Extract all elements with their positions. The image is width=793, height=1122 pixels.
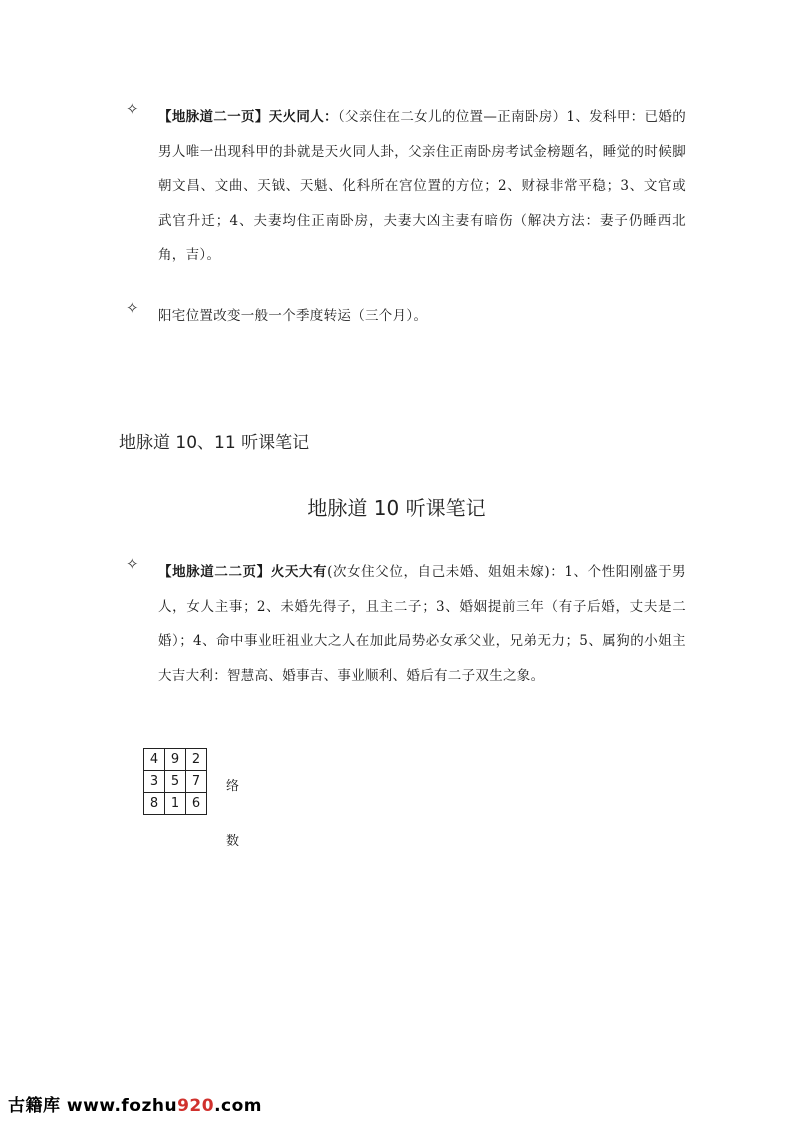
note-text-1: （父亲住在二女儿的位置—正南卧房）1、发科甲：已婚的男人唯一出现科甲的卦就是天火同人卦，父亲住正南卧房考试金榜题名，睡觉的时候脚朝文昌、文曲、天钺、天魁、化科所在宫位置的方位；2、财禄非常平稳；3、文官或武官升迁；4、夫妻均住正南卧房，夫妻大凶主妻有暗伤（解决方法：妻子仍睡西北角，吉）。 — [158, 109, 687, 263]
note-paragraph-2 — [158, 299, 686, 334]
footer-watermark — [8, 1091, 262, 1116]
note-paragraph-3 — [158, 555, 686, 693]
grid-cell: 6 — [186, 793, 207, 815]
diamond-bullet-icon: ✧ — [126, 100, 139, 118]
grid-side-label-2: 数 — [226, 834, 240, 849]
note-text-2: 阳宅位置改变一般一个季度转运（三个月）。 — [158, 308, 428, 324]
note-text-3: (次女住父位，自己未婚、姐姐未嫁)：1、个性阳刚盛于男人，女人主事；2、未婚先得子，且主二子；3、婚姻提前三年（有子后婚，丈夫是二婚）；4、命中事业旺祖业大之人在加此局势必女承父业，兄弟无力；5、属狗的小姐主大吉大利：智慧高、婚事吉、事业顺利、婚后有二子双生之象。 — [158, 564, 686, 684]
diamond-bullet-icon: ✧ — [126, 299, 139, 317]
note-paragraph-1 — [158, 100, 686, 273]
section-heading: 地脉道 10、11 听课笔记 — [119, 433, 310, 453]
note-item-2 — [126, 299, 686, 334]
footer-suffix: .com — [214, 1096, 263, 1116]
note-item-3 — [126, 555, 686, 693]
note-item-1 — [126, 100, 686, 273]
grid-cell: 9 — [165, 749, 186, 771]
grid-cell: 7 — [186, 771, 207, 793]
footer-prefix: 古籍库 www.fozhu — [8, 1096, 178, 1116]
grid-row — [144, 749, 207, 771]
grid-cell: 1 — [165, 793, 186, 815]
grid-cell: 5 — [165, 771, 186, 793]
grid-cell: 3 — [144, 771, 165, 793]
footer-accent: 920 — [177, 1096, 215, 1116]
grid-cell: 2 — [186, 749, 207, 771]
magic-square-grid — [143, 748, 207, 815]
grid-cell: 4 — [144, 749, 165, 771]
note-title-3: 【地脉道二二页】火天大有 — [158, 564, 328, 580]
grid-row — [144, 793, 207, 815]
page-title: 地脉道 10 听课笔记 — [307, 496, 486, 520]
grid-side-label-1: 络 — [226, 779, 240, 794]
grid-row — [144, 771, 207, 793]
diamond-bullet-icon: ✧ — [126, 555, 139, 573]
grid-cell: 8 — [144, 793, 165, 815]
note-title-1: 【地脉道二一页】天火同人： — [158, 109, 338, 125]
